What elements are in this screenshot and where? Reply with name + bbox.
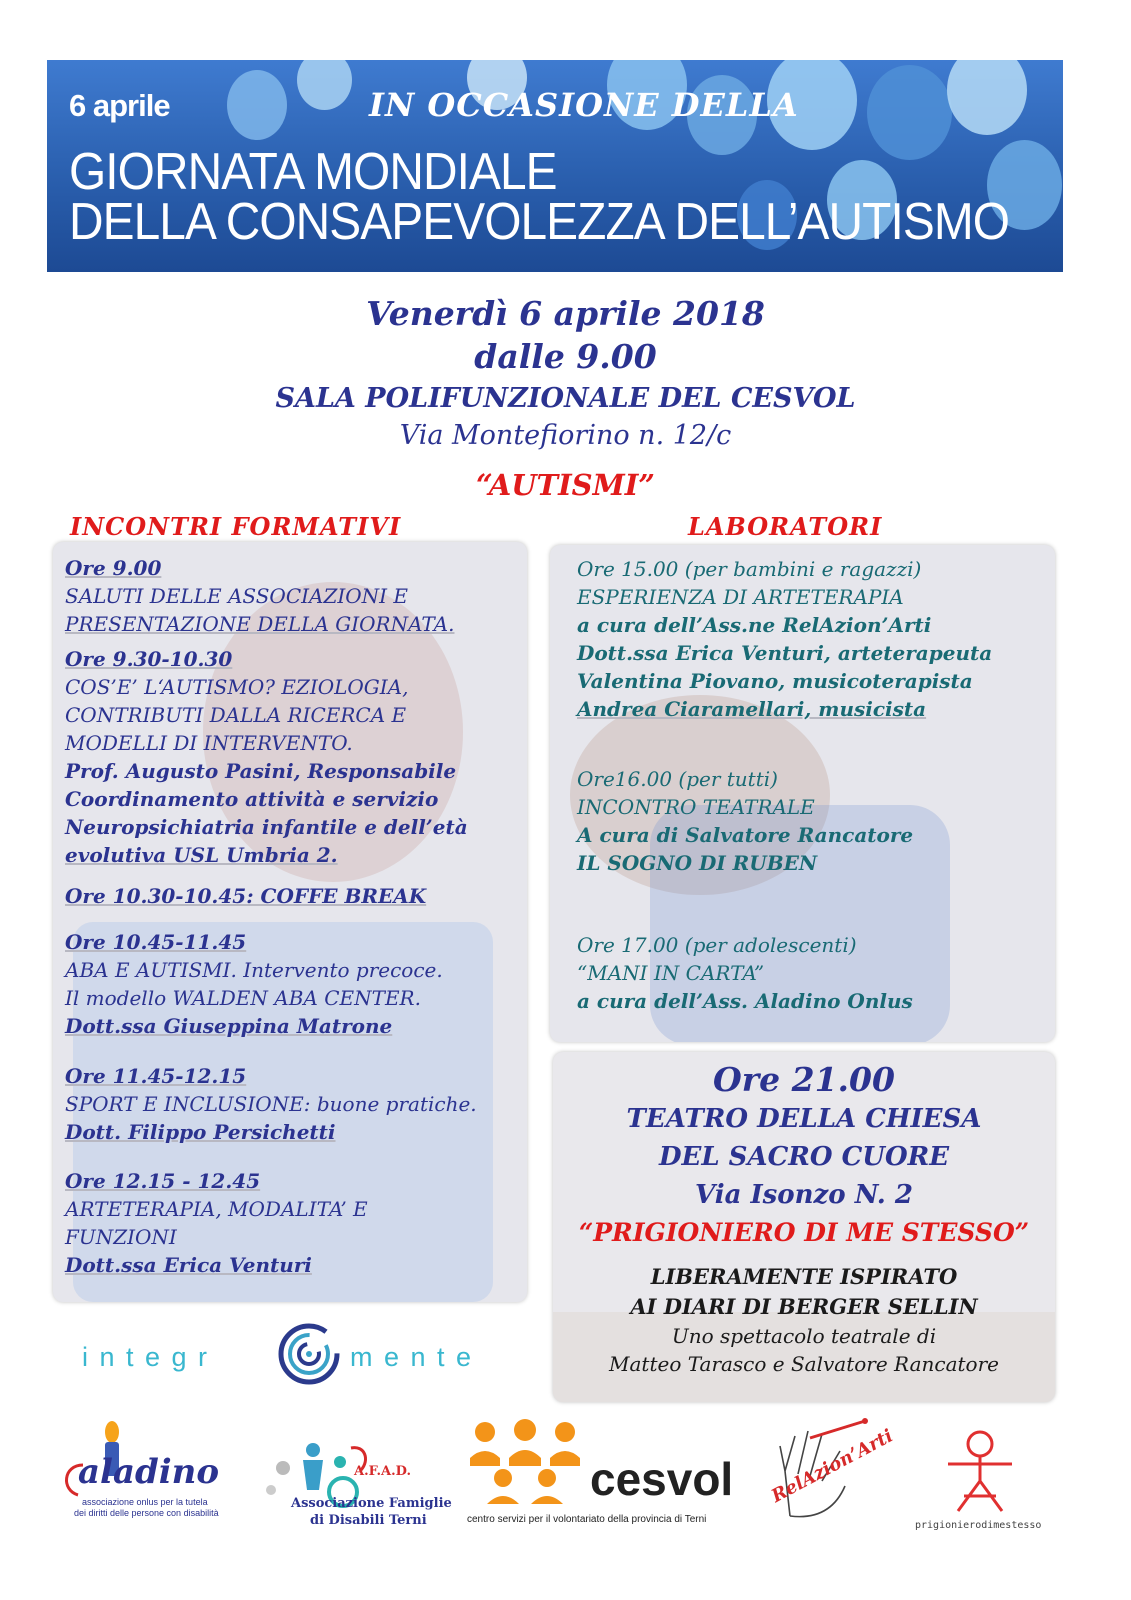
entry-speaker: Dott.ssa Giuseppina Matrone [65, 1014, 393, 1038]
evening-address: Via Isonzo N. 2 [695, 1180, 913, 1210]
balloon-decoration [227, 70, 287, 140]
entry-time: Ore16.00 (per tutti) [577, 767, 778, 791]
entry-line: COS’E’ L‘AUTISMO? EZIOLOGIA, [65, 675, 409, 699]
event-start-time: dalle 9.00 [474, 337, 657, 376]
laboratori-entry [577, 931, 1045, 1015]
header-banner [47, 60, 1063, 272]
evening-place-line1: TEATRO DELLA CHIESA [626, 1104, 982, 1134]
entry-speaker: Neuropsichiatria infantile e dell’età [65, 815, 468, 839]
incontri-title: INCONTRI FORMATIVI [70, 512, 402, 541]
entry-speaker: IL SOGNO DI RUBEN [577, 851, 818, 875]
entry-time: Ore 12.15 - 12.45 [65, 1169, 261, 1193]
entry-line: PRESENTAZIONE DELLA GIORNATA. [65, 612, 455, 636]
aladino-subtitle-line2: dei diritti delle persone con disabilità [74, 1508, 219, 1518]
stick-figure-icon [930, 1426, 1030, 1516]
afad-name-line1: Associazione Famiglie [291, 1496, 452, 1511]
incontri-entry [65, 554, 517, 638]
laboratori-panel [550, 545, 1055, 1042]
banner-occasion: IN OCCASIONE DELLA [369, 86, 799, 124]
entry-speaker: a cura dell’Ass. Aladino Onlus [577, 989, 913, 1013]
aladino-swirl-icon [58, 1460, 88, 1500]
entry-time: Ore 15.00 (per bambini e ragazzi) [577, 557, 922, 581]
balloon-decoration [297, 60, 352, 110]
balloon-decoration [867, 65, 952, 160]
entry-line: SPORT E INCLUSIONE: buone pratiche. [65, 1092, 477, 1116]
entry-speaker: Dott.ssa Erica Venturi [65, 1253, 312, 1277]
incontri-entry [65, 928, 517, 1040]
entry-line: ARTETERAPIA, MODALITA’ E [65, 1197, 368, 1221]
laboratori-entry [577, 555, 1045, 723]
entry-time: Ore 9.00 [65, 556, 162, 580]
aladino-name: aladino [78, 1452, 220, 1492]
integramente-left: i n t e g r [82, 1342, 210, 1372]
cesvol-subtitle: centro servizi per il volontariato della provincia di Terni [467, 1514, 707, 1525]
event-title: “AUTISMI” [476, 468, 655, 502]
evening-by-line2: Matteo Tarasco e Salvatore Rancatore [609, 1352, 999, 1376]
entry-speaker: Coordinamento attività e servizio [65, 787, 439, 811]
entry-time: Ore 9.30-10.30 [65, 647, 233, 671]
entry-speaker: a cura dell’Ass.ne RelAzion’Arti [577, 613, 932, 637]
entry-speaker: Dott.ssa Erica Venturi, arteterapeuta [577, 641, 993, 665]
integramente-maze-icon [277, 1322, 341, 1386]
evening-panel [553, 1052, 1055, 1402]
entry-speaker: Andrea Ciaramellari, musicista [577, 697, 927, 721]
event-venue: SALA POLIFUNZIONALE DEL CESVOL [275, 383, 856, 414]
balloon-decoration [947, 60, 1027, 135]
entry-line: ESPERIENZA DI ARTETERAPIA [577, 585, 904, 609]
event-date: Venerdì 6 aprile 2018 [366, 294, 765, 333]
entry-speaker: A cura di Salvatore Rancatore [577, 823, 914, 847]
incontri-entry [65, 1062, 517, 1146]
banner-date: 6 aprile [69, 88, 170, 123]
relazionarti-name: RelAzion’Arti [768, 1425, 897, 1507]
evening-by-line1: Uno spettacolo teatrale di [671, 1324, 937, 1348]
evening-inspired-line1: LIBERAMENTE ISPIRATO [650, 1264, 958, 1289]
entry-speaker: Prof. Augusto Pasini, Responsabile [65, 759, 457, 783]
entry-speaker: Valentina Piovano, musicoterapista [577, 669, 973, 693]
entry-time: Ore 11.45-12.15 [65, 1064, 247, 1088]
banner-title-line1: GIORNATA MONDIALE [69, 143, 557, 201]
entry-line: SALUTI DELLE ASSOCIAZIONI E [65, 584, 409, 608]
entry-line: ABA E AUTISMI. Intervento precoce. [65, 958, 443, 982]
entry-line: FUNZIONI [65, 1225, 177, 1249]
evening-time: Ore 21.00 [713, 1060, 895, 1099]
incontri-entry [65, 882, 517, 910]
incontri-entry [65, 645, 517, 869]
entry-line: INCONTRO TEATRALE [577, 795, 815, 819]
cesvol-people-icon [465, 1418, 585, 1510]
incontri-entry [65, 1167, 517, 1279]
entry-time: Ore 10.30-10.45: COFFE BREAK [65, 884, 427, 908]
event-address: Via Montefiorino n. 12/c [399, 420, 732, 451]
afad-acronym: A.F.A.D. [354, 1464, 412, 1479]
banner-title-line2: DELLA CONSAPEVOLEZZA DELL’AUTISMO [69, 193, 1010, 251]
evening-show-title: “PRIGIONIERO DI ME STESSO” [578, 1218, 1030, 1247]
entry-time: Ore 10.45-11.45 [65, 930, 247, 954]
entry-time: Ore 17.00 (per adolescenti) [577, 933, 857, 957]
integramente-right: m e n t e [350, 1342, 474, 1372]
afad-name-line2: di Disabili Terni [310, 1513, 427, 1528]
aladino-subtitle-line1: associazione onlus per la tutela [82, 1497, 208, 1507]
laboratori-entry [577, 765, 1045, 877]
entry-line: CONTRIBUTI DALLA RICERCA E [65, 703, 407, 727]
cesvol-name: cesvol [590, 1453, 734, 1505]
entry-line: MODELLI DI INTERVENTO. [65, 731, 353, 755]
incontri-panel [53, 542, 527, 1302]
entry-speaker: evolutiva USL Umbria 2. [65, 843, 338, 867]
entry-line: “MANI IN CARTA” [577, 961, 765, 985]
evening-inspired-line2: AI DIARI DI BERGER SELLIN [630, 1294, 978, 1319]
entry-speaker: Dott. Filippo Persichetti [65, 1120, 336, 1144]
laboratori-title: LABORATORI [688, 512, 883, 541]
entry-line: Il modello WALDEN ABA CENTER. [65, 986, 421, 1010]
evening-place-line2: DEL SACRO CUORE [658, 1142, 950, 1172]
prigioniero-name: prigionierodimestesso [915, 1520, 1042, 1531]
